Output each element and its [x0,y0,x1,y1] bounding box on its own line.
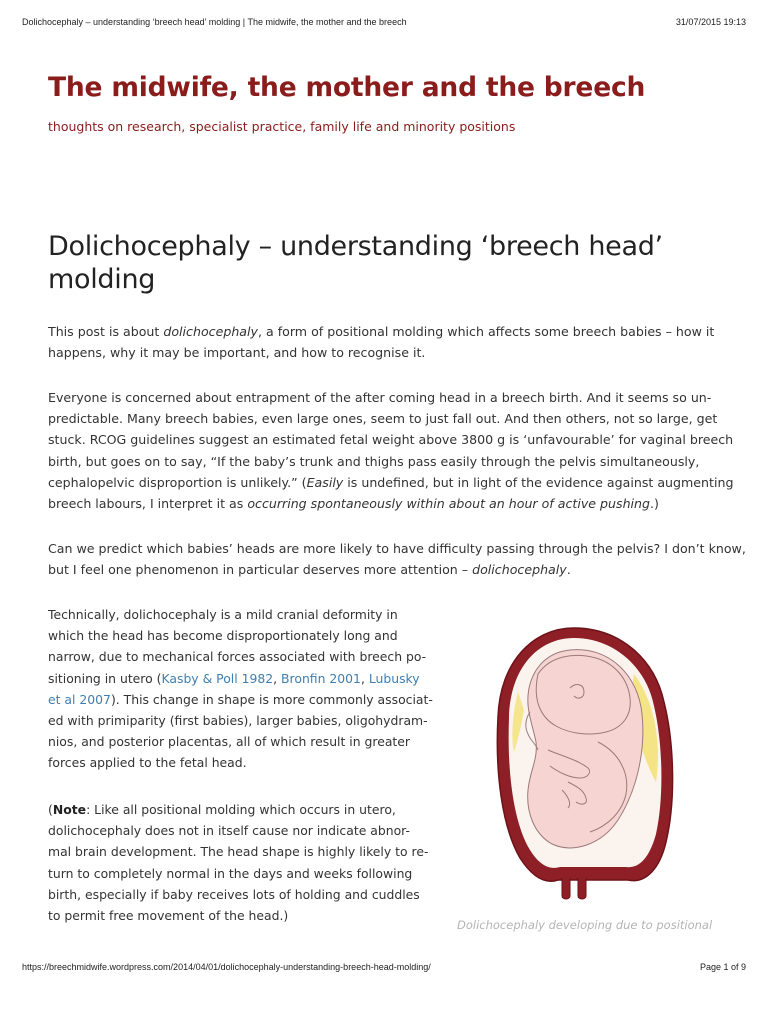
paragraph-note [48,799,433,926]
print-page-title: Dolichocephaly – understanding ‘breech head’ molding | The midwife, the mother and the breech [22,17,407,27]
text-run: .) [650,496,659,512]
site-title[interactable]: The midwife, the mother and the breech [48,72,646,103]
text-run: ( [48,802,53,817]
print-page-number: Page 1 of 9 [699,962,746,972]
link-lubusky[interactable]: Lubusky et al 2007 [48,670,420,707]
paragraph-intro [48,321,748,363]
print-footer [22,962,746,972]
text-run: Technically, dolichocephaly is a mild cranial deformity in which the head has become disproportionately long and narrow, due to mechanical forces associated with breech po-sitioning in utero ( [48,607,427,686]
figure-caption: Dolichocephaly developing due to positional [457,918,713,932]
text-run: Can we predict which babies’ heads are more likely to have difficulty passing through the pelvis? I don’t know, but I feel one phenomenon in particular deserves more attention – [48,541,746,578]
text-run: , [360,670,369,686]
text-run: This post is about [48,324,164,339]
text-run: Everyone is concerned about entrapment of the after coming head in a breech birth. And it seems so un-predictable. Many breech babies, even large ones, seem to just fall out. And then others, not so large, get stuck. RCOG guidelines suggest an estimated fetal weight above 3800 g is ‘unfavourable’ for vaginal breech birth, but goes on to say, “If the baby’s trunk and thighs pass easily through the pelvis simultaneously, cephalopelvic disproportion is unlikely.” ( [48,390,734,490]
site-tagline: thoughts on research, specialist practice, family life and minority positions [48,119,516,134]
illustration-svg [478,622,698,902]
emphasis: Easily [306,474,344,490]
text-run: is undefined, but in light of the evidence against augmenting breech labours, I interpret it as [48,474,734,512]
paragraph-prediction [48,538,748,580]
cervix [562,878,586,899]
text-run: , a form of positional molding which affects some breech babies – how it happens, why it may be important, and how to recognise it. [48,324,715,361]
emphasis: dolichocephaly [472,562,567,578]
print-header [22,17,746,27]
note-label: Note [52,802,87,817]
emphasis: dolichocephaly [163,324,258,339]
paragraph-definition [48,604,433,774]
emphasis: occurring spontaneously within about an hour of active pushing [247,496,651,512]
paragraph-entrapment [48,387,748,514]
print-url: https://breechmidwife.wordpress.com/2014/04/01/dolichocephaly-understanding-breech-head-molding/ [22,962,431,972]
breech-fetus-illustration[interactable] [478,622,698,902]
print-datetime: 31/07/2015 19:13 [675,17,746,27]
text-run: ). This change in shape is more commonly associat-ed with primiparity (first babies), larger babies, oligohydram-nios, and posterior placentas, all of which result in greater forces applied to the fetal head. [48,691,433,771]
link-bronfin[interactable]: Bronfin 2001 [281,670,361,686]
link-kasby-poll[interactable]: Kasby & Poll 1982 [161,670,274,686]
text-run: . [566,562,571,578]
text-run: : Like all positional molding which occurs in utero, dolichocephaly does not in itself cause nor indicate abnor-mal brain development. The head shape is highly likely to re-turn to completely normal in the days and weeks following birth, especially if baby receives lots of holding and cuddles to permit free movement of the head.) [48,802,429,924]
text-run: , [273,670,282,686]
post-title: Dolichocephaly – understanding ‘breech head’ molding [48,231,663,295]
